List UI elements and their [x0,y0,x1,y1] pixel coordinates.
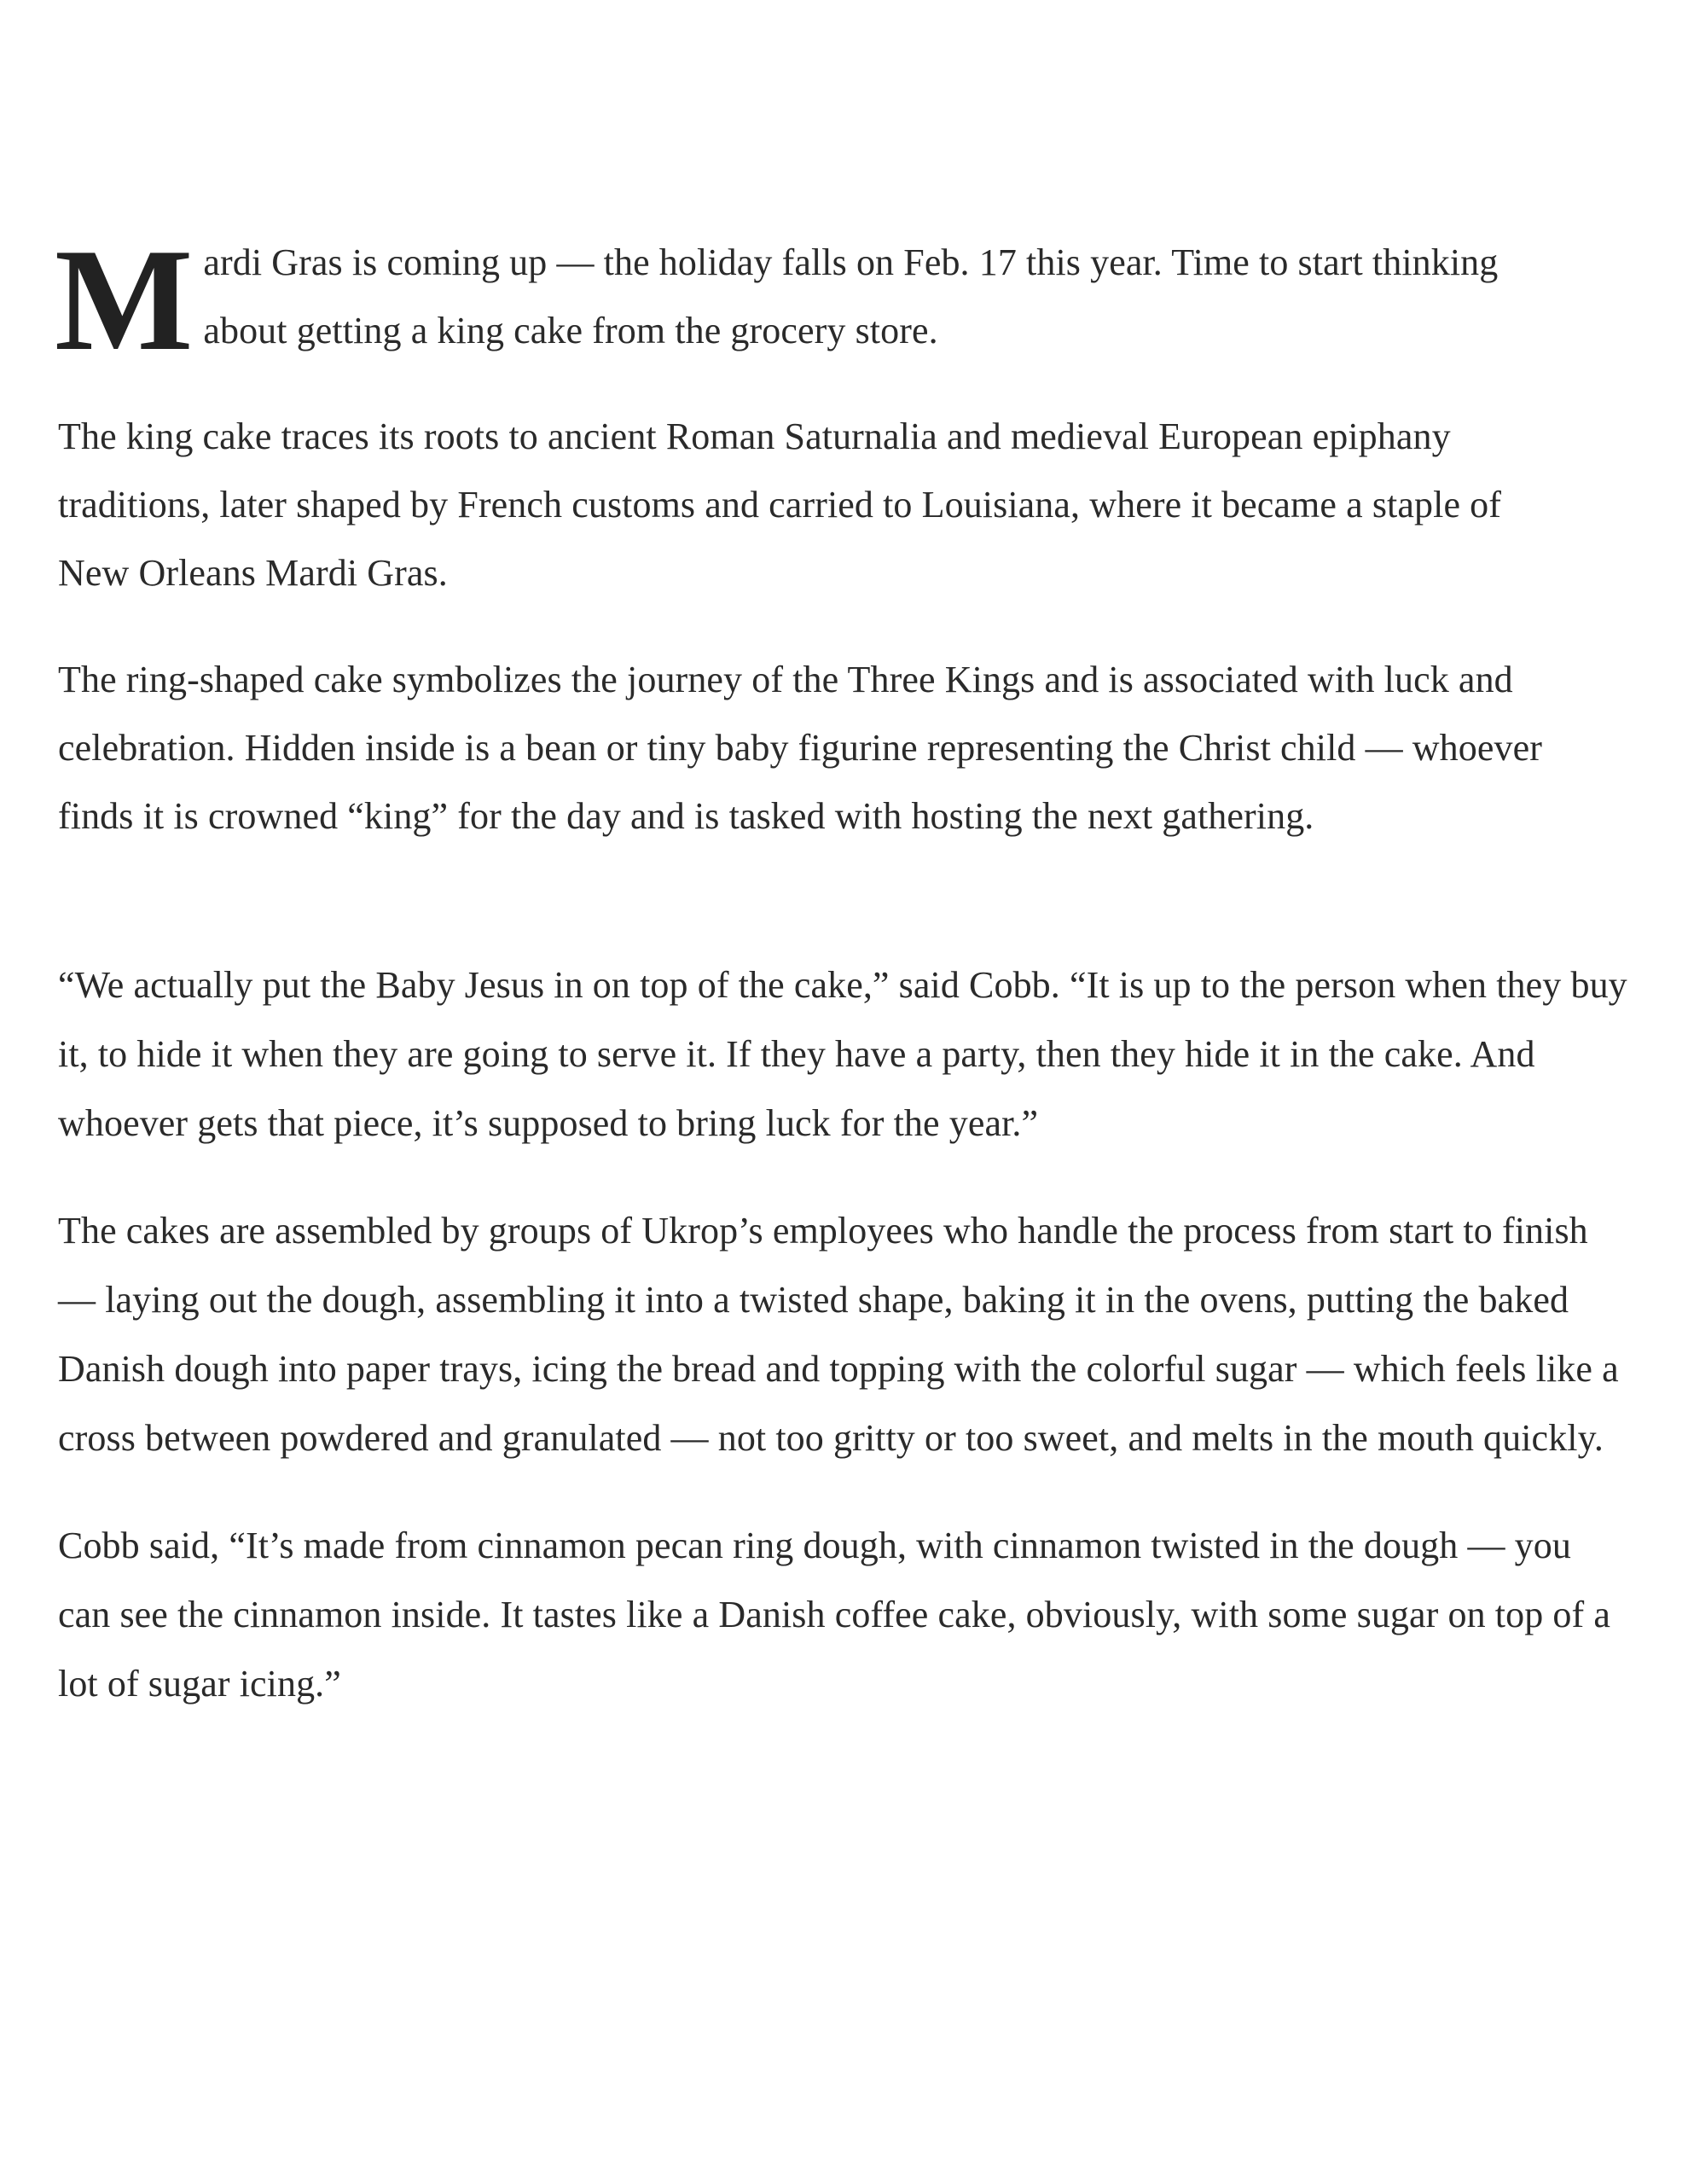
intro-text: ardi Gras is coming up — the holiday falls on Feb. 17 this year. Time to start thinking about getting a king cake from the grocery store. [203,241,1499,351]
article-paragraph: The cakes are assembled by groups of Ukrop’s employees who handle the process from start to finish — laying out the dough, assembling it into a twisted shape, baking it in the ovens, putting the baked Danish dough into paper trays, icing the bread and topping with the colorful sugar — which feels like a cross between powdered and granulated — not too gritty or too sweet, and melts in the mouth quickly. [58,1210,1619,1459]
article-paragraph-intro [55,219,1576,381]
article-paragraph: The ring-shaped cake symbolizes the journey of the Three Kings and is associated with luck and celebration. Hidden inside is a bean or tiny baby figurine representing the Christ child — whoever finds it is crowned “king” for the day and is tasked with hosting the next gathering. [58,659,1542,837]
article-paragraph: “We actually put the Baby Jesus in on top of the cake,” said Cobb. “It is up to the person when they buy it, to hide it when they are going to serve it. If they have a party, then they hide it in the cake. And whoever gets that piece, it’s supposed to bring luck for the year.” [58,964,1627,1144]
article-paragraph: Cobb said, “It’s made from cinnamon pecan ring dough, with cinnamon twisted in the dough — you can see the cinnamon inside. It tastes like a Danish coffee cake, obviously, with some sugar on top of a lot of sugar icing.” [58,1525,1611,1705]
article-paragraph: The king cake traces its roots to ancient Roman Saturnalia and medieval European epiphany traditions, later shaped by French customs and carried to Louisiana, where it became a staple of New Orleans Mardi Gras. [58,415,1502,594]
drop-cap: M [55,219,190,381]
article-body [55,219,1627,1718]
